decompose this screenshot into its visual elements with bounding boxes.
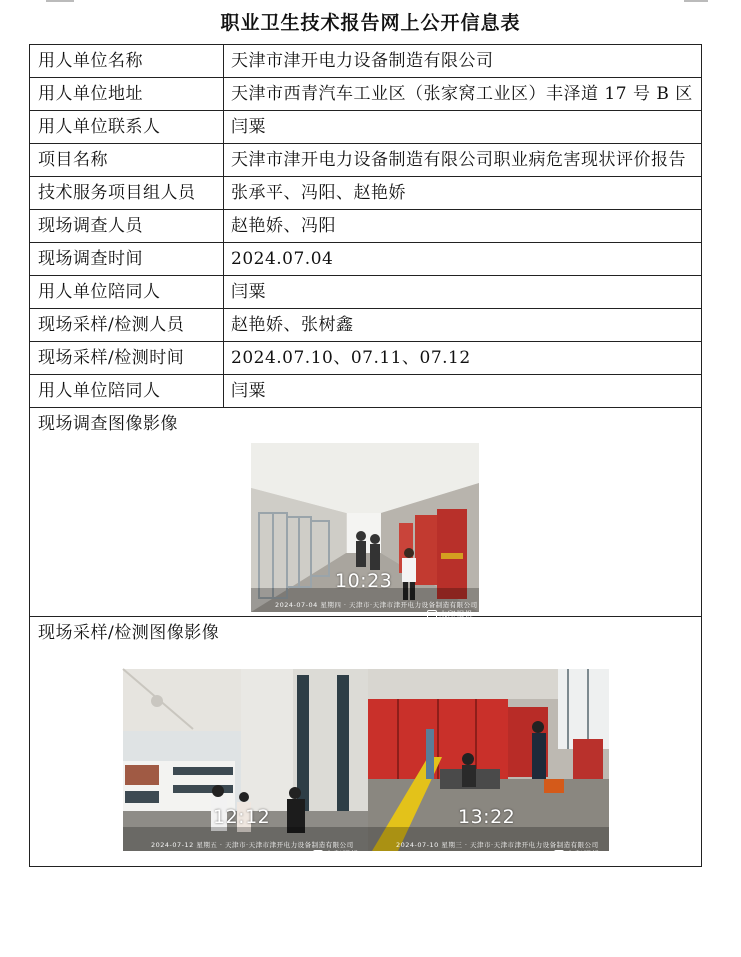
watermark-camera: 水印相机 (313, 839, 359, 871)
table-row (30, 342, 702, 375)
row-value: 赵艳娇、冯阳 (224, 210, 702, 243)
row-label: 现场采样/检测时间 (30, 342, 224, 375)
photo-caption: 2024-07-10 星期三 · 天津市·天津市津开电力设备制造有限公司 (396, 841, 599, 849)
table-row (30, 177, 702, 210)
watermark-camera: 水印相机 (427, 599, 473, 631)
survey-image-row (30, 408, 702, 617)
row-label: 现场调查时间 (30, 243, 224, 276)
photo-time: 13:22 (458, 806, 516, 828)
table-row (30, 210, 702, 243)
row-value: 天津市西青汽车工业区（张家窝工业区）丰泽道 17 号 B 区 (224, 78, 702, 111)
info-table (29, 44, 702, 867)
row-label: 用人单位联系人 (30, 111, 224, 144)
row-label: 现场调查人员 (30, 210, 224, 243)
sampling-photo-1 (123, 669, 368, 859)
table-row (30, 243, 702, 276)
row-value: 闫粟 (224, 276, 702, 309)
sampling-image-row (30, 617, 702, 867)
survey-photo (251, 443, 479, 619)
row-value: 闫粟 (224, 111, 702, 144)
photo-time: 12:12 (213, 806, 271, 828)
top-rule-left (46, 0, 74, 2)
photo-caption: 2024-07-12 星期五 · 天津市·天津市津开电力设备制造有限公司 (151, 841, 354, 849)
watermark-camera: 水印相机 (554, 839, 600, 871)
table-row (30, 45, 702, 78)
row-value: 闫粟 (224, 375, 702, 408)
table-row (30, 375, 702, 408)
table-row (30, 111, 702, 144)
sampling-image-label: 现场采样/检测图像影像 (38, 623, 220, 643)
survey-image-label: 现场调查图像影像 (38, 414, 178, 434)
table-row (30, 78, 702, 111)
top-rule-right (684, 0, 708, 2)
row-value: 张承平、冯阳、赵艳娇 (224, 177, 702, 210)
photo-time: 10:23 (335, 570, 393, 592)
survey-image-cell (30, 408, 702, 617)
page-title: 职业卫生技术报告网上公开信息表 (220, 12, 521, 34)
row-label: 用人单位名称 (30, 45, 224, 78)
photo-caption: 2024-07-04 星期四 · 天津市·天津市津开电力设备制造有限公司 (275, 601, 478, 609)
row-value: 天津市津开电力设备制造有限公司 (224, 45, 702, 78)
row-value: 2024.07.04 (224, 243, 702, 276)
camera-icon (554, 850, 564, 859)
row-label: 用人单位陪同人 (30, 375, 224, 408)
table-row (30, 144, 702, 177)
row-label: 技术服务项目组人员 (30, 177, 224, 210)
row-label: 用人单位陪同人 (30, 276, 224, 309)
table-row (30, 276, 702, 309)
row-label: 用人单位地址 (30, 78, 224, 111)
sampling-image-cell (30, 617, 702, 867)
row-value: 天津市津开电力设备制造有限公司职业病危害现状评价报告 (224, 144, 702, 177)
row-label: 项目名称 (30, 144, 224, 177)
table-row (30, 309, 702, 342)
row-label: 现场采样/检测人员 (30, 309, 224, 342)
sampling-photo-2 (368, 669, 609, 859)
row-value: 赵艳娇、张树鑫 (224, 309, 702, 342)
row-value: 2024.07.10、07.11、07.12 (224, 342, 702, 375)
camera-icon (313, 850, 323, 859)
